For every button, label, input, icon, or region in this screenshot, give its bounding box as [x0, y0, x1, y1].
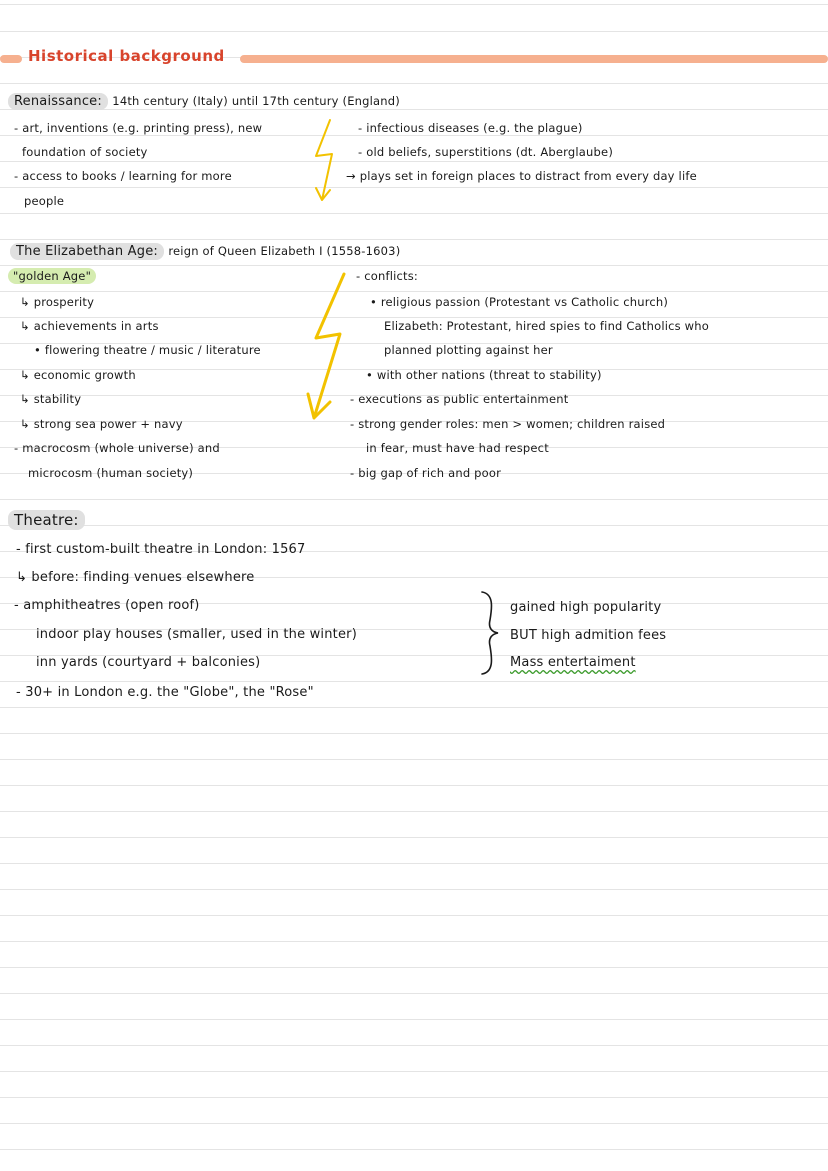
renaissance-left-3: - access to books / learning for more — [14, 169, 232, 183]
elizabethan-right-5: • with other nations (threat to stability) — [366, 368, 602, 382]
theatre-line-3: - amphitheatres (open roof) — [14, 598, 200, 613]
title-bar-right — [240, 55, 828, 63]
theatre-label: Theatre: — [8, 510, 85, 530]
renaissance-span: 14th century (Italy) until 17th century (England) — [112, 94, 400, 108]
lightning-arrow-icon — [312, 118, 342, 204]
elizabethan-right-7: - strong gender roles: men > women; children raised — [350, 417, 666, 431]
theatre-line-5: inn yards (courtyard + balconies) — [36, 655, 261, 670]
renaissance-right-1: - infectious diseases (e.g. the plague) — [358, 121, 583, 135]
elizabethan-label: The Elizabethan Age: — [10, 243, 164, 260]
elizabethan-right-6: - executions as public entertainment — [350, 392, 569, 406]
elizabethan-heading — [10, 243, 400, 260]
theatre-line-2: ↳ before: finding venues elsewhere — [16, 570, 255, 585]
elizabethan-right-8: in fear, must have had respect — [366, 441, 549, 455]
theatre-right-2: BUT high admition fees — [510, 628, 667, 643]
page-title: Historical background — [28, 47, 225, 65]
theatre-line-1: - first custom-built theatre in London: 1567 — [16, 542, 306, 557]
renaissance-left-1: - art, inventions (e.g. printing press), new — [14, 121, 263, 135]
renaissance-label: Renaissance: — [8, 93, 108, 110]
title-bar-left — [0, 55, 22, 63]
elizabethan-left-7: - macrocosm (whole universe) and — [14, 441, 220, 455]
renaissance-right-3: → plays set in foreign places to distract from every day life — [346, 169, 697, 183]
elizabethan-left-2: ↳ achievements in arts — [20, 319, 159, 333]
elizabethan-left-5: ↳ stability — [20, 392, 82, 406]
renaissance-left-4: people — [24, 194, 65, 208]
renaissance-left-2: foundation of society — [22, 145, 148, 159]
theatre-right-3: Mass entertaiment — [510, 655, 636, 670]
elizabethan-right-4: planned plotting against her — [384, 343, 553, 357]
renaissance-heading — [8, 93, 400, 110]
elizabethan-left-6: ↳ strong sea power + navy — [20, 417, 183, 431]
elizabethan-left-4: ↳ economic growth — [20, 368, 136, 382]
theatre-right-1: gained high popularity — [510, 600, 662, 615]
elizabethan-left-8: microcosm (human society) — [28, 466, 194, 480]
elizabethan-right-2: • religious passion (Protestant vs Catholic church) — [370, 295, 669, 309]
theatre-heading — [8, 512, 85, 528]
theatre-line-6: - 30+ in London e.g. the "Globe", the "Rose" — [16, 685, 314, 700]
elizabethan-left-3: • flowering theatre / music / literature — [34, 343, 261, 357]
elizabethan-span: reign of Queen Elizabeth I (1558-1603) — [168, 244, 401, 258]
elizabethan-left-1: ↳ prosperity — [20, 295, 95, 309]
curly-brace-icon — [478, 590, 502, 676]
elizabethan-right-3: Elizabeth: Protestant, hired spies to find Catholics who — [384, 319, 710, 333]
golden-age-highlight: "golden Age" — [8, 268, 96, 284]
elizabethan-right-9: - big gap of rich and poor — [350, 466, 502, 480]
renaissance-right-2: - old beliefs, superstitions (dt. Aberglaube) — [358, 145, 614, 159]
lightning-arrow-icon-2 — [304, 272, 354, 424]
elizabethan-right-1: - conflicts: — [356, 269, 418, 283]
golden-age-label — [8, 268, 96, 284]
theatre-line-4: indoor play houses (smaller, used in the winter) — [36, 627, 357, 642]
